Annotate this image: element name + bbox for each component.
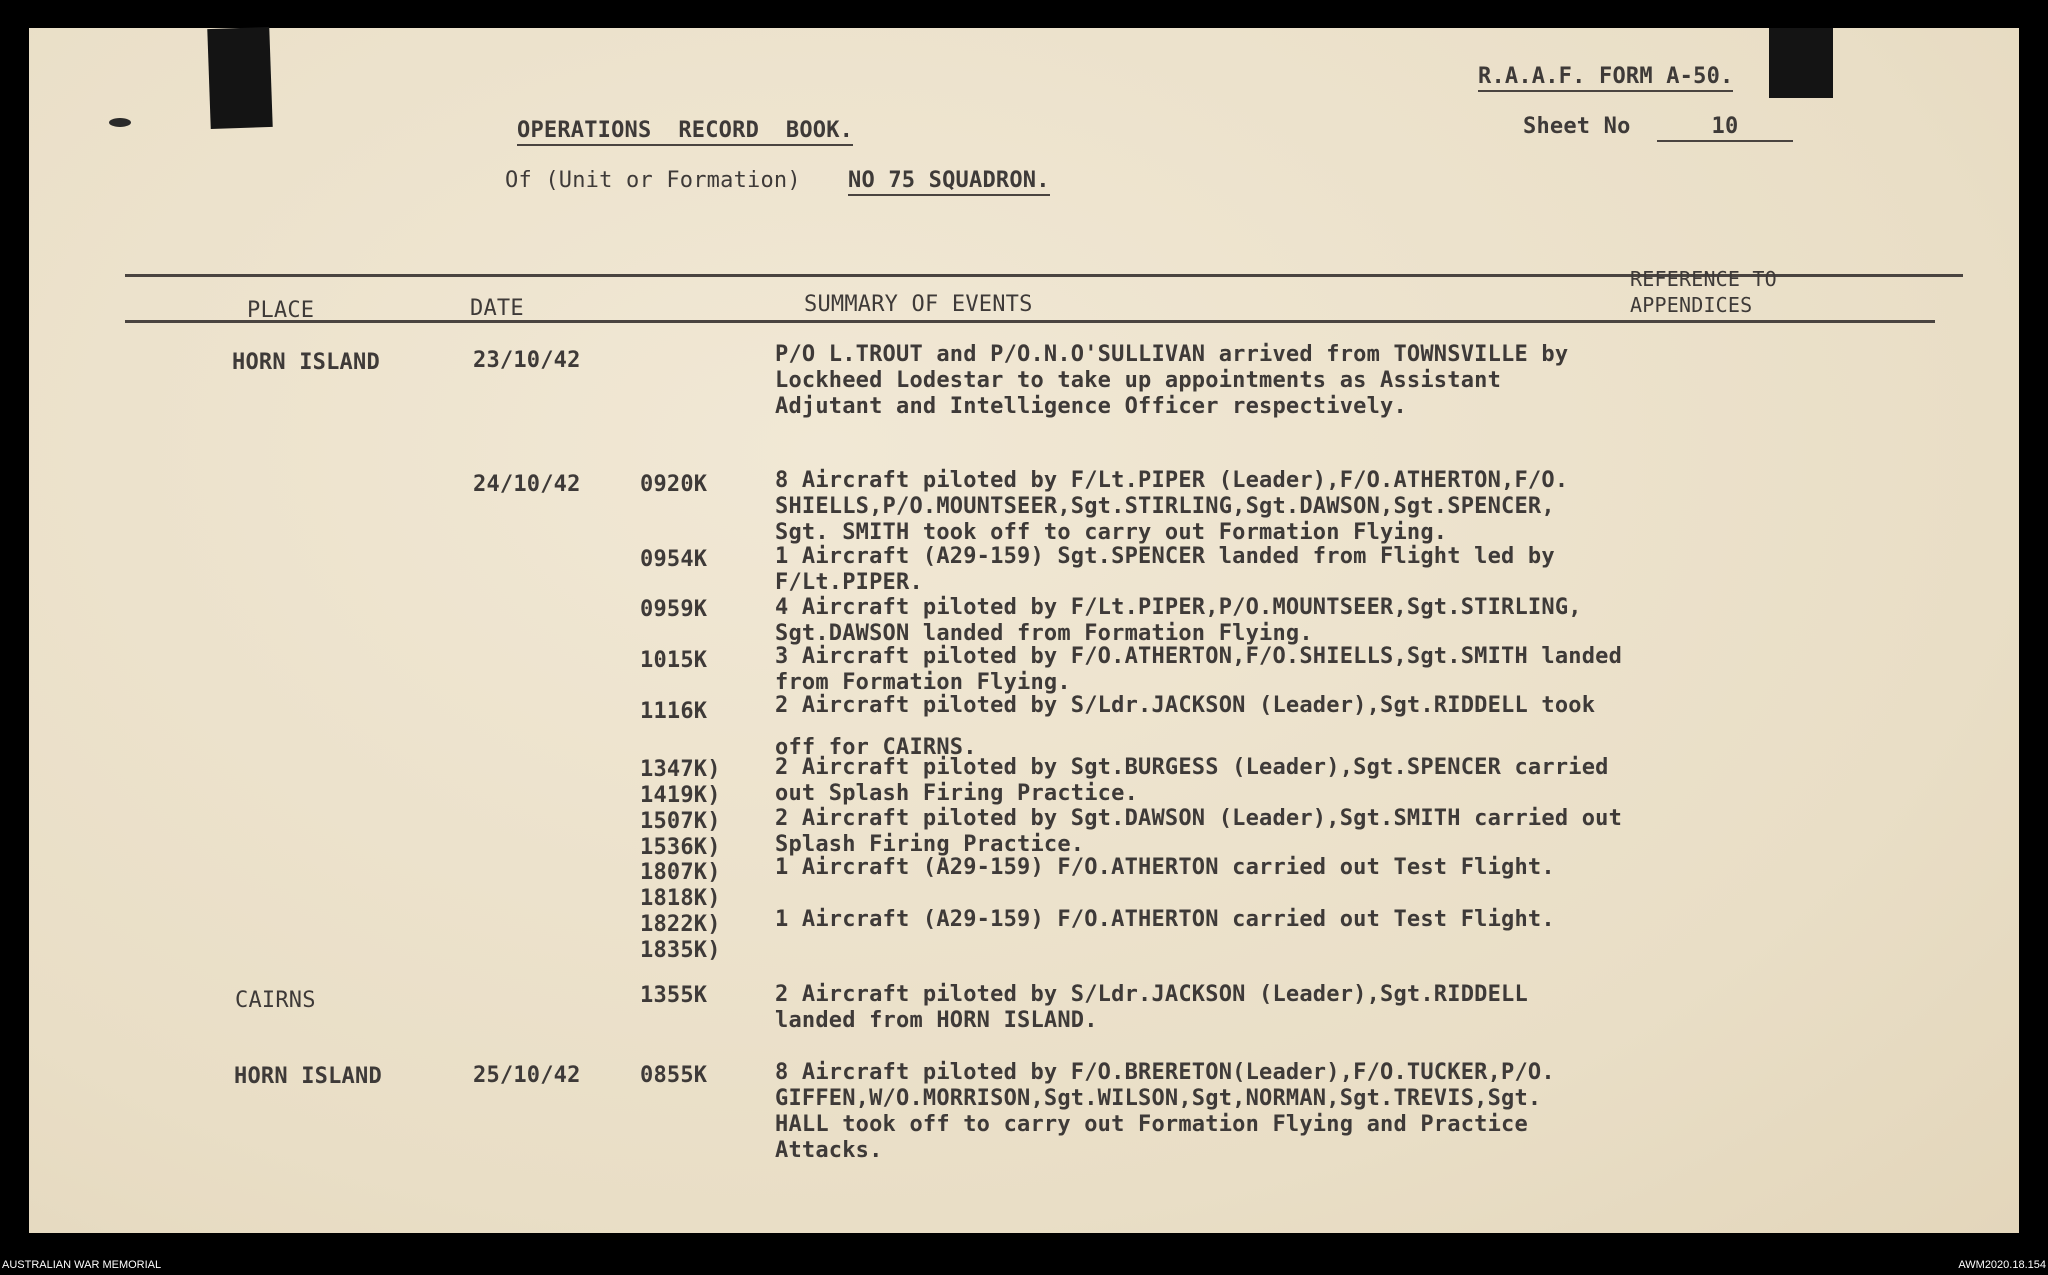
entry-time: 1355K [640,983,708,1008]
entry-summary: 8 Aircraft piloted by F/O.BRERETON(Leader),F/O.TUCKER,P/O. GIFFEN,W/O.MORRISON,Sgt.WILSON,Sgt,NORMAN,Sgt.TREVIS,Sgt. HALL took off to carry out Formation Flying and Practice Attacks. [775,1060,1555,1163]
page-title: OPERATIONS RECORD BOOK. [517,118,853,146]
column-header-appendices: APPENDICES [1630,293,1753,317]
entry-date: 23/10/42 [473,348,581,373]
sheet-number: 10 [1657,114,1793,142]
column-header-date: DATE [470,296,524,321]
archive-credit: AUSTRALIAN WAR MEMORIAL [2,1259,162,1271]
entry-summary: 1 Aircraft (A29-159) F/O.ATHERTON carried out Test Flight. [775,907,1555,932]
entry-time: 0959K [640,597,708,622]
entry-date: 25/10/42 [473,1063,581,1088]
header-bottom-rule [125,320,1935,323]
entry-place: CAIRNS [235,988,316,1013]
entry-time: 0954K [640,547,708,572]
entry-time: 0855K [640,1063,708,1088]
tape-strip [207,27,272,129]
entry-summary: 2 Aircraft piloted by Sgt.BURGESS (Leader),Sgt.SPENCER carried out Splash Firing Practice. [775,755,1609,806]
entry-time: 1015K [640,648,708,673]
entry-place: HORN ISLAND [234,1064,382,1089]
entry-time: 1116K [640,699,708,724]
entry-time: 1347K) 1419K) [640,757,721,808]
entry-summary: 2 Aircraft piloted by S/Ldr.JACKSON (Leader),Sgt.RIDDELL landed from HORN ISLAND. [775,982,1528,1033]
entry-summary: 3 Aircraft piloted by F/O.ATHERTON,F/O.SHIELLS,Sgt.SMITH landed from Formation Flying. [775,644,1623,695]
archive-reference: AWM2020.18.154 [1958,1259,2046,1271]
entry-summary: 1 Aircraft (A29-159) Sgt.SPENCER landed from Flight led by F/Lt.PIPER. [775,544,1555,595]
entry-summary: 1 Aircraft (A29-159) F/O.ATHERTON carried out Test Flight. [775,855,1555,880]
column-header-reference: REFERENCE TO [1630,267,1777,291]
entry-summary: 2 Aircraft piloted by Sgt.DAWSON (Leader),Sgt.SMITH carried out Splash Firing Practice. [775,806,1623,857]
column-header-place: PLACE [247,298,315,323]
unit-name: NO 75 SQUADRON. [848,168,1050,196]
ink-speck [109,118,131,127]
entry-date: 24/10/42 [473,472,581,497]
entry-time: 0920K [640,472,708,497]
form-reference: R.A.A.F. FORM A-50. [1478,64,1733,92]
entry-time: 1822K) 1835K) [640,912,721,963]
entry-summary: 4 Aircraft piloted by F/Lt.PIPER,P/O.MOUNTSEER,Sgt.STIRLING, Sgt.DAWSON landed from Formation Flying. [775,595,1582,646]
entry-summary: 2 Aircraft piloted by S/Ldr.JACKSON (Leader),Sgt.RIDDELL took off for CAIRNS. [775,693,1596,760]
entry-summary: 8 Aircraft piloted by F/Lt.PIPER (Leader),F/O.ATHERTON,F/O. SHIELLS,P/O.MOUNTSEER,Sgt.STIRLING,Sgt.DAWSON,Sgt.SPENCER, Sgt. SMITH took off to carry out Formation Flying. [775,468,1569,545]
entry-place: HORN ISLAND [232,350,380,375]
entry-time: 1507K) 1536K) [640,809,721,860]
tape-strip [1769,28,1833,98]
column-header-summary: SUMMARY OF EVENTS [804,292,1033,317]
unit-label: Of (Unit or Formation) [505,168,801,193]
entry-summary: P/O L.TROUT and P/O.N.O'SULLIVAN arrived from TOWNSVILLE by Lockheed Lodestar to take up appointments as Assistant Adjutant and Intelligence Officer respectively. [775,342,1569,419]
entry-time: 1807K) 1818K) [640,860,721,911]
sheet-label: Sheet No [1523,114,1631,139]
